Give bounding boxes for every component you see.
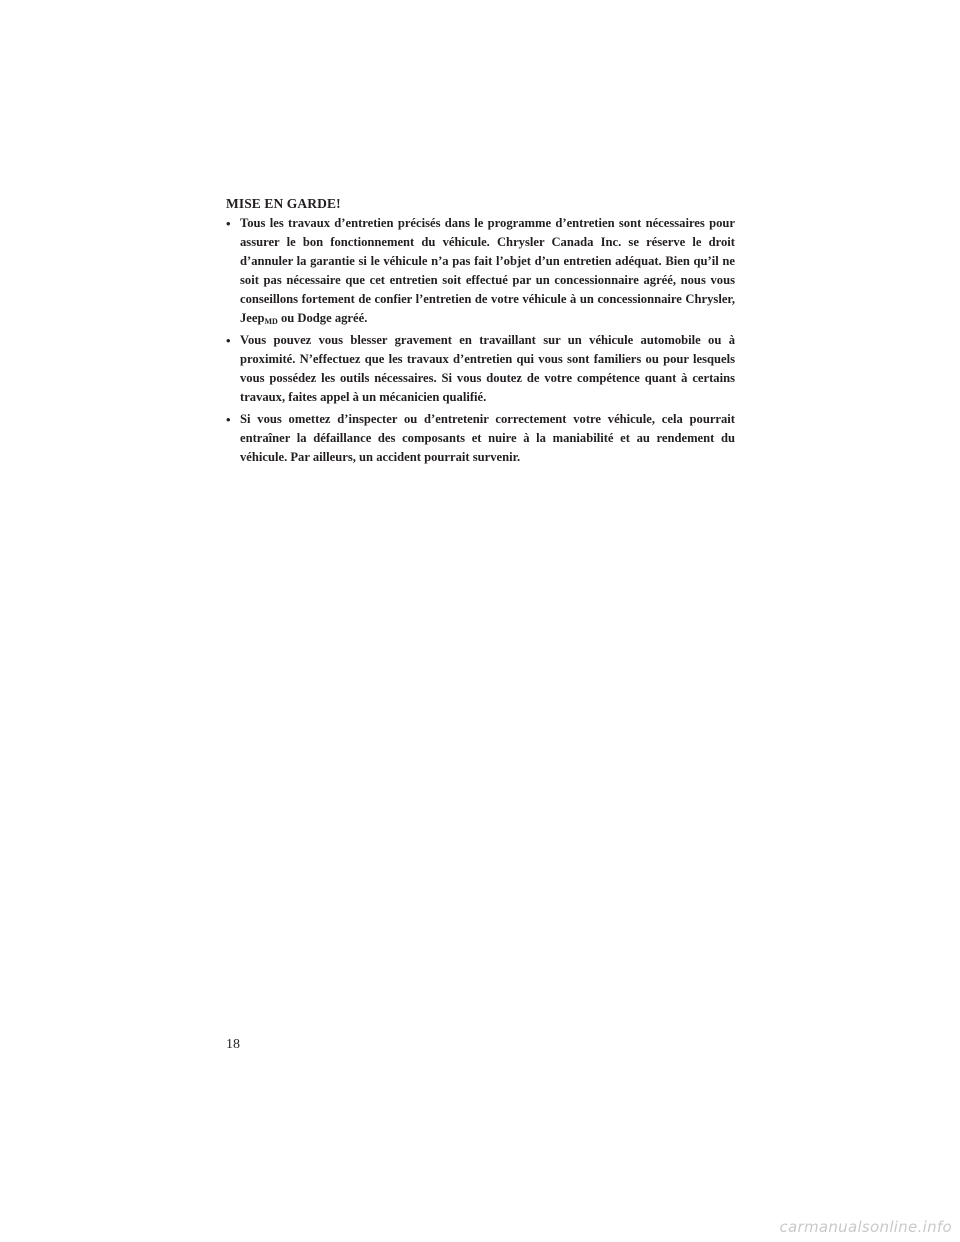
warning-title: MISE EN GARDE! <box>226 196 341 211</box>
warning-bullet-item <box>226 331 735 407</box>
warning-bullet-item <box>226 214 735 328</box>
warning-bullet-text <box>240 216 735 325</box>
page-number: 18 <box>226 1037 240 1052</box>
warning-bullet-item <box>226 410 735 467</box>
bullet-icon: • <box>226 412 231 427</box>
bullet-icon: • <box>226 216 231 231</box>
trademark-subscript: MD <box>264 317 278 326</box>
warning-bullet-text: Si vous omettez d’inspecter ou d’entretenir correctement votre véhicule, cela pourrait entraîner la défaillance des composants et nuire à la maniabilité et au rendement du véhicule. Par ailleurs, un accident pourrait survenir. <box>240 412 735 464</box>
warning-bullet-text-part: ou Dodge agréé. <box>277 311 368 325</box>
watermark: carmanualsonline.info <box>779 1218 952 1236</box>
warning-box <box>226 195 735 470</box>
warning-bullet-text-part: Tous les travaux d’entretien précisés dans le programme d’entretien sont nécessaires pour assurer le bon fonctionnement du véhicule. Chrysler Canada Inc. se réserve le droit d’annuler la garantie si le véhicule n’a pas fait l’objet d’un entretien adéquat. Bien qu’il ne soit pas nécessaire que cet entretien soit effectué par un concessionnaire agréé, nous vous conseillons fortement de confier l’entretien de votre véhicule à un concessionnaire Chrysler, Jeep <box>240 216 735 325</box>
bullet-icon: • <box>226 333 231 348</box>
warning-bullet-list <box>226 214 735 467</box>
warning-bullet-text: Vous pouvez vous blesser gravement en travaillant sur un véhicule automobile ou à proximité. N’effectuez que les travaux d’entretien qui vous sont familiers ou pour lesquels vous possédez les outils nécessaires. Si vous doutez de votre compétence quant à certains travaux, faites appel à un mécanicien qualifié. <box>240 333 735 404</box>
